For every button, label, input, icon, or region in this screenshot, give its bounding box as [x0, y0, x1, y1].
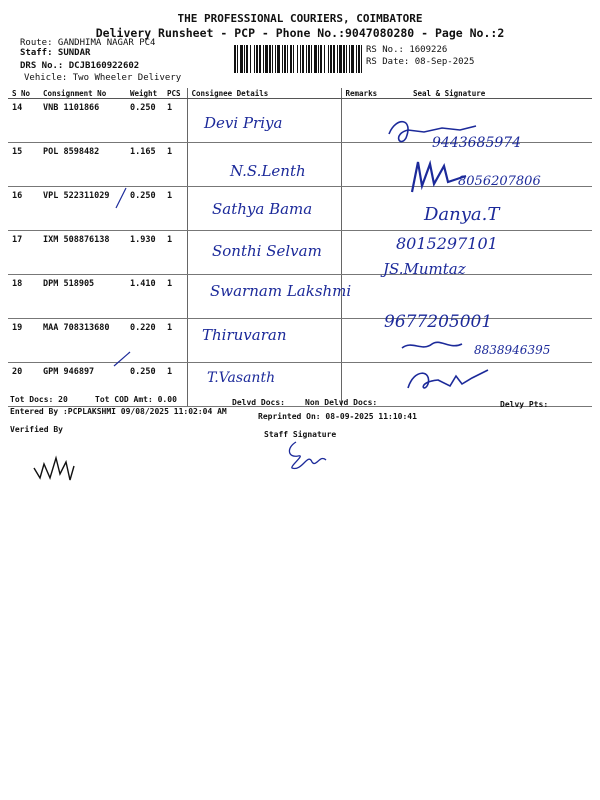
- cell-pcs: 1: [163, 231, 187, 275]
- signature-scribble: [398, 334, 468, 356]
- col-header-consignee: Consignee Details: [187, 88, 341, 99]
- route-label: Route: GANDHIMA NAGAR PC4: [20, 38, 156, 48]
- non-delivered-docs: Non Delvd Docs:: [305, 398, 378, 407]
- handwritten-phone: 8838946395: [474, 343, 551, 357]
- cell-weight: 1.410: [126, 275, 163, 319]
- handwritten-consignee: Swarnam Lakshmi: [210, 282, 352, 300]
- col-header-pcs: PCS: [163, 88, 187, 99]
- cell-weight: 0.250: [126, 363, 163, 407]
- cell-sno: 16: [8, 187, 39, 231]
- runsheet-title: Delivery Runsheet - PCP - Phone No.:9047080280 - Page No.:2: [95, 26, 505, 40]
- drs-number: DRS No.: DCJB160922602: [20, 61, 140, 71]
- table-header-row: [8, 88, 592, 99]
- signature-scribble: [384, 114, 484, 150]
- handwritten-phone: 8015297101: [396, 234, 498, 253]
- cell-weight: 0.250: [126, 187, 163, 231]
- tick-mark: [108, 186, 138, 212]
- signature-scribble: [402, 362, 502, 396]
- cell-pcs: 1: [163, 363, 187, 407]
- handwritten-phone: 8056207806: [458, 174, 541, 189]
- col-header-weight: Weight: [126, 88, 163, 99]
- cell-weight: 1.165: [126, 143, 163, 187]
- cell-pcs: 1: [163, 319, 187, 363]
- total-docs: Tot Docs: 20: [10, 395, 68, 404]
- cell-sno: 19: [8, 319, 39, 363]
- cell-consignment: POL 8598482: [39, 143, 126, 187]
- col-header-consignment: Consignment No: [39, 88, 126, 99]
- staff-signature: [282, 438, 332, 472]
- handwritten-consignee: N.S.Lenth: [230, 162, 306, 180]
- col-header-seal: Seal & Signature: [395, 88, 592, 99]
- cell-sno: 15: [8, 143, 39, 187]
- cell-sno: 17: [8, 231, 39, 275]
- col-header-remarks: Remarks: [341, 88, 395, 99]
- handwritten-phone: 9677205001: [384, 312, 493, 332]
- cell-remarks: [341, 187, 395, 231]
- rs-date: RS Date: 08-Sep-2025: [366, 57, 475, 67]
- entered-by: Entered By :PCPLAKSHMI 09/08/2025 11:02:04 AM: [10, 407, 227, 416]
- handwritten-consignee: Sonthi Selvam: [212, 242, 322, 260]
- handwritten-phone: 9443685974: [432, 135, 522, 151]
- handwritten-consignee: Thiruvaran: [202, 326, 287, 344]
- cell-pcs: 1: [163, 187, 187, 231]
- cell-consignment: IXM 508876138: [39, 231, 126, 275]
- handwritten-consignee: T.Vasanth: [207, 370, 276, 386]
- cell-consignment: VPL 522311029: [39, 187, 126, 231]
- tick-mark: [108, 350, 138, 370]
- signature-scribble: [404, 156, 474, 196]
- company-name: THE PROFESSIONAL COURIERS, COIMBATORE: [177, 12, 423, 25]
- verified-by-label: Verified By: [10, 425, 63, 434]
- staff-signature-label: Staff Signature: [264, 430, 337, 439]
- reprinted-on: Reprinted On: 08-09-2025 11:10:41: [258, 412, 417, 421]
- cell-consignment: GPM 946897: [39, 363, 126, 407]
- cell-sno: 18: [8, 275, 39, 319]
- cell-weight: 1.930: [126, 231, 163, 275]
- total-cod-amount: Tot COD Amt: 0.00: [95, 395, 177, 404]
- delivery-points: Delvy Pts:: [500, 400, 549, 409]
- handwritten-consignee: Devi Priya: [204, 114, 283, 132]
- cell-consignment: VNB 1101866: [39, 99, 126, 143]
- cell-sno: 20: [8, 363, 39, 407]
- cell-pcs: 1: [163, 275, 187, 319]
- cell-consignment: MAA 708313680: [39, 319, 126, 363]
- delivered-docs: Delvd Docs:: [232, 398, 285, 407]
- rs-number: RS No.: 1609226: [366, 45, 448, 55]
- cell-weight: 0.250: [126, 99, 163, 143]
- cell-sno: 14: [8, 99, 39, 143]
- staff-label: Staff: SUNDAR: [20, 48, 91, 58]
- cell-weight: 0.220: [126, 319, 163, 363]
- vehicle-label: Vehicle: Two Wheeler Delivery: [24, 73, 182, 83]
- handwritten-consignee: Sathya Bama: [212, 200, 313, 218]
- cell-pcs: 1: [163, 99, 187, 143]
- verified-signature: [30, 450, 80, 486]
- cell-pcs: 1: [163, 143, 187, 187]
- handwritten-receiver: Danya.T: [424, 204, 500, 225]
- handwritten-receiver: JS.Mumtaz: [383, 260, 466, 278]
- barcode: [234, 45, 362, 73]
- cell-consignment: DPM 518905: [39, 275, 126, 319]
- col-header-sno: S No: [8, 88, 39, 99]
